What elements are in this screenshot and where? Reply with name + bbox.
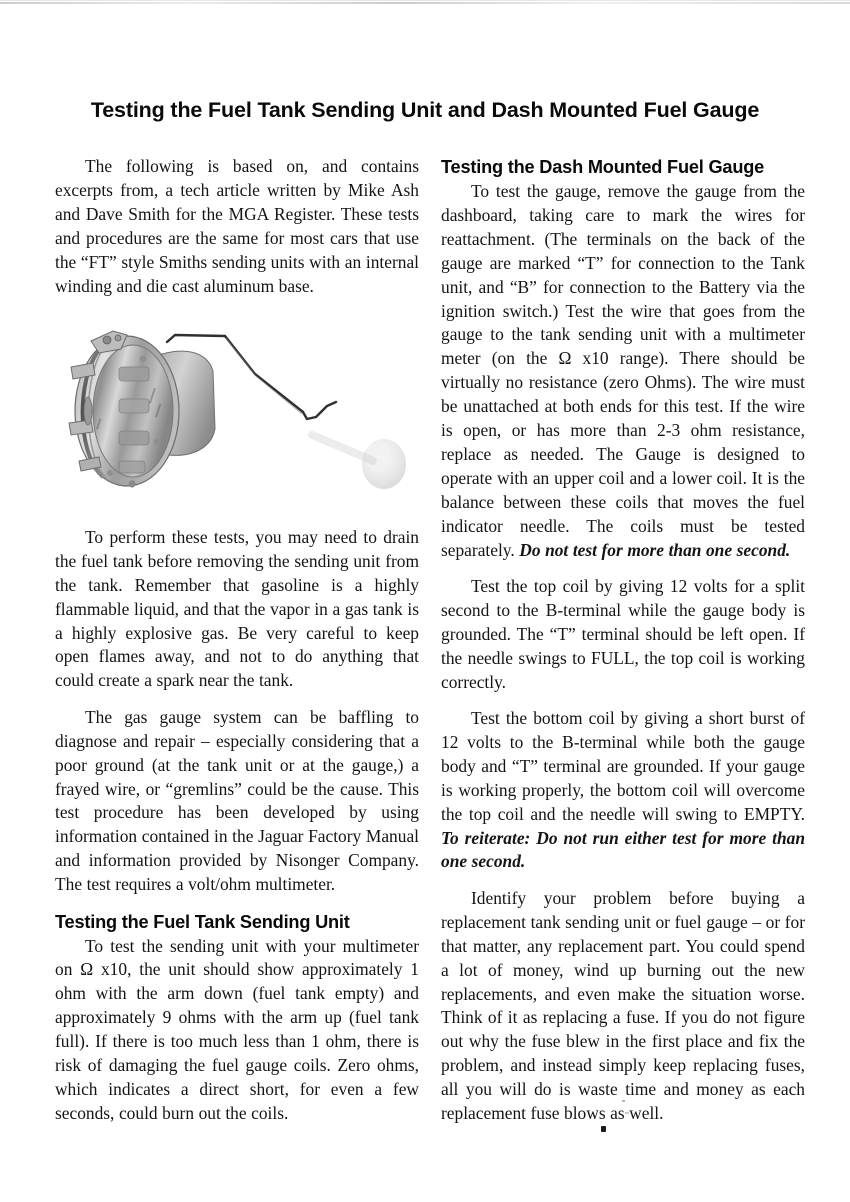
sending-unit-illustration <box>55 311 419 516</box>
right-paragraph-1 <box>441 180 805 563</box>
page-title: Testing the Fuel Tank Sending Unit and Dash Mounted Fuel Gauge <box>90 98 760 123</box>
sending-unit-body <box>69 331 215 488</box>
scan-artifact-speck-main <box>601 1126 606 1132</box>
scan-edge-artifact-top <box>0 2 850 4</box>
right-paragraph-3 <box>441 707 805 874</box>
fuel-tank-sending-unit-photo <box>55 311 419 516</box>
right-paragraph-3-text: Test the bottom coil by giving a short burst of 12 volts to the B-terminal while both the gauge body and “T” terminal are grounded. If your gauge is working properly, the bottom coil will overcome the top coil and the needle will swing to EMPTY. <box>441 708 805 824</box>
right-paragraph-2: Test the top coil by giving 12 volts for a split second to the B-terminal while the gauge body is grounded. The “T” terminal should be left open. If the needle swings to FULL, the top coil is working correctly. <box>441 576 805 692</box>
right-column <box>441 155 805 1138</box>
left-paragraph-1: The following is based on, and contains excerpts from, a tech article written by Mike Ash and Dave Smith for the MGA Register. These tests and procedures are the same for most cars that use the “FT” style Smiths sending units with an internal winding and die cast aluminum base. <box>55 156 419 296</box>
scan-artifact-speck-a <box>622 1100 625 1102</box>
float-shaft-fade <box>312 435 373 461</box>
right-paragraph-4: Identify your problem before buying a replacement tank sending unit or fuel gauge – or for that matter, any replacement part. You could spend a lot of money, wind up burning out the new replacements, and even make the situation worse. Think of it as replacing a fuse. If you do not figure out why the fuse blew in the first place and fix the problem, and instead simply keep replacing fuses, all you will do is waste time and money as each replacement fuse blows as well. <box>441 887 805 1124</box>
left-subheading: Testing the Fuel Tank Sending Unit <box>55 911 350 932</box>
scan-edge-artifact-top-thin <box>0 0 850 1</box>
warning-emphasis-reiterate: To reiterate: Do not run either test for more than one second. <box>441 827 805 872</box>
right-subheading: Testing the Dash Mounted Fuel Gauge <box>441 157 765 177</box>
left-paragraph-3: The gas gauge system can be baffling to diagnose and repair – especially considering that a poor ground (at the tank unit or at the gauge,) a frayed wire, or “gremlins” could be the cause. This test procedure has been developed by using information contained in the Jaguar Factory Manual and information provided by Nisonger Company. The test requires a volt/ohm multimeter. <box>55 706 419 895</box>
warning-emphasis-one-second: Do not test for more than one second. <box>519 539 791 560</box>
left-column <box>55 155 419 1138</box>
right-paragraph-1-text: To test the gauge, remove the gauge from the dashboard, taking care to mark the wires for reattachment. (The terminals on the back of the gauge are marked “T” for connection to the Tank unit, and “B” for connection to the Battery via the ignition switch.) Test the wire that goes from the gauge to the tank sending unit with a multimeter meter (on the Ω x10 range). There should be virtually no resistance (zero Ohms). The wire must be unattached at both ends for this test. If the wire is open, or has more than 2-3 ohm resistance, replace as needed. The Gauge is designed to operate with an upper coil and a lower coil. It is the balance between these coils that moves the fuel indicator needle. The coils must be tested separately. <box>441 181 805 560</box>
left-paragraph-4: To test the sending unit with your multimeter on Ω x10, the unit should show approximately 1 ohm with the arm down (fuel tank empty) and approximately 9 ohms with the arm up (fuel tank full). If there is too much less than 1 ohm, there is risk of damaging the fuel gauge coils. Zero ohms, which indicates a direct short, for even a few seconds, could burn out the coils. <box>55 935 419 1123</box>
float-ball <box>362 439 406 489</box>
scan-artifact-speck-b <box>625 1112 629 1114</box>
left-paragraph-2: To perform these tests, you may need to drain the fuel tank before removing the sending unit from the tank. Remember that gasoline is a highly flammable liquid, and that the vapor in a gas tank is a highly explosive gas. Be very careful to keep open flames away, and not to do anything that could create a spark near the tank. <box>55 526 419 691</box>
